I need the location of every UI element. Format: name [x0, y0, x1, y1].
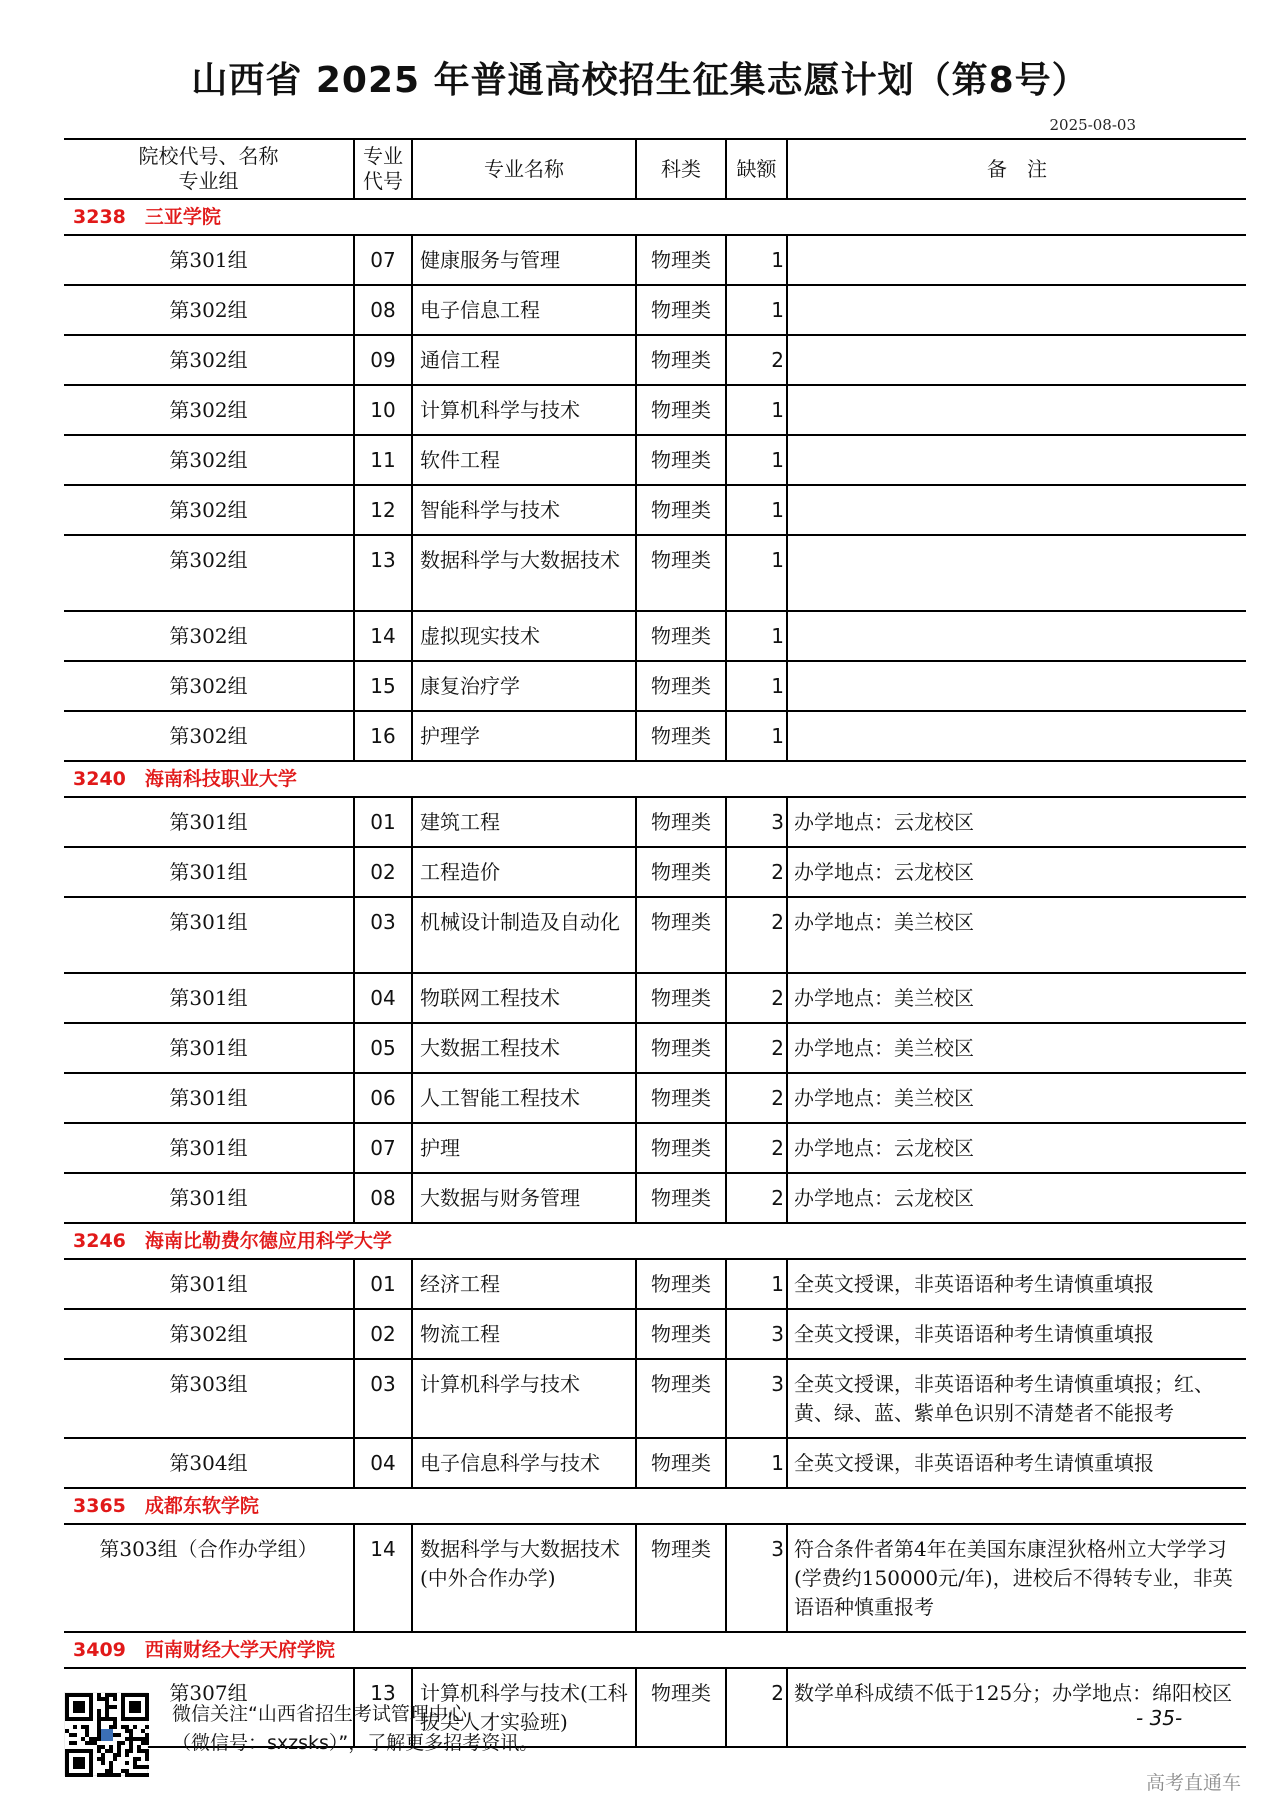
major-code-cell: 03: [354, 1359, 412, 1438]
table-row: [64, 1023, 1246, 1073]
major-code-cell: 07: [354, 235, 412, 285]
quota-cell: 3: [726, 1524, 787, 1632]
note-cell: 全英文授课，非英语语种考生请慎重填报；红、黄、绿、蓝、紫单色识别不清楚者不能报考: [787, 1359, 1246, 1438]
table-row: [64, 1073, 1246, 1123]
quota-cell: 2: [726, 1123, 787, 1173]
group-cell: 第302组: [64, 335, 354, 385]
major-name-cell: 智能科学与技术: [412, 485, 636, 535]
major-code-cell: 08: [354, 1173, 412, 1223]
group-cell: 第307组: [64, 1668, 354, 1747]
quota-cell: 1: [726, 611, 787, 661]
major-code-cell: 09: [354, 335, 412, 385]
quota-cell: 2: [726, 897, 787, 973]
category-cell: 物理类: [636, 1668, 726, 1747]
quota-cell: 1: [726, 435, 787, 485]
major-code-cell: 01: [354, 797, 412, 847]
footer-line1: 微信关注“山西省招生考试管理中心: [172, 1703, 467, 1725]
quota-cell: 2: [726, 1173, 787, 1223]
group-cell: 第304组: [64, 1438, 354, 1488]
wechat-qr-code: [64, 1692, 148, 1776]
table-row: [64, 797, 1246, 847]
group-cell: 第302组: [64, 661, 354, 711]
major-code-cell: 02: [354, 847, 412, 897]
table-row: [64, 1309, 1246, 1359]
note-cell: [787, 535, 1246, 611]
table-row: [64, 1438, 1246, 1488]
major-name-cell: 康复治疗学: [412, 661, 636, 711]
note-cell: [787, 235, 1246, 285]
quota-cell: 1: [726, 485, 787, 535]
quota-cell: 3: [726, 1359, 787, 1438]
major-name-cell: 经济工程: [412, 1259, 636, 1309]
header-code: [354, 139, 412, 199]
footer-text: [172, 1700, 538, 1758]
major-name-cell: 护理: [412, 1123, 636, 1173]
header-category: 科类: [636, 139, 726, 199]
note-cell: 办学地点：美兰校区: [787, 1023, 1246, 1073]
group-cell: 第301组: [64, 797, 354, 847]
category-cell: 物理类: [636, 1309, 726, 1359]
table-header: [64, 139, 1246, 199]
category-cell: 物理类: [636, 1359, 726, 1438]
major-code-cell: 13: [354, 535, 412, 611]
table-row: [64, 335, 1246, 385]
major-name-cell: 数据科学与大数据技术: [412, 535, 636, 611]
major-code-cell: 03: [354, 897, 412, 973]
quota-cell: 2: [726, 335, 787, 385]
publish-date: 2025-08-03: [1049, 116, 1136, 134]
major-name-cell: 大数据与财务管理: [412, 1173, 636, 1223]
major-code-cell: 02: [354, 1309, 412, 1359]
major-code-cell: 04: [354, 973, 412, 1023]
watermark: 高考直通车: [1146, 1772, 1242, 1794]
table-row: [64, 897, 1246, 973]
table-row: [64, 485, 1246, 535]
quota-cell: 3: [726, 797, 787, 847]
group-cell: 第301组: [64, 1259, 354, 1309]
major-name-cell: 计算机科学与技术: [412, 1359, 636, 1438]
major-name-cell: 数据科学与大数据技术(中外合作办学): [412, 1524, 636, 1632]
major-code-cell: 10: [354, 385, 412, 435]
note-cell: 全英文授课，非英语语种考生请慎重填报: [787, 1309, 1246, 1359]
major-code-cell: 05: [354, 1023, 412, 1073]
header-group-line2: 专业组: [178, 169, 239, 193]
major-code-cell: 01: [354, 1259, 412, 1309]
school-row: [64, 761, 1246, 797]
major-code-cell: 04: [354, 1438, 412, 1488]
category-cell: 物理类: [636, 535, 726, 611]
category-cell: 物理类: [636, 1123, 726, 1173]
note-cell: [787, 711, 1246, 761]
quota-cell: 2: [726, 1073, 787, 1123]
category-cell: 物理类: [636, 485, 726, 535]
quota-cell: 1: [726, 235, 787, 285]
table-row: [64, 1173, 1246, 1223]
major-name-cell: 物流工程: [412, 1309, 636, 1359]
header-code-line2: 代号: [363, 169, 403, 193]
quota-cell: 1: [726, 535, 787, 611]
major-name-cell: 健康服务与管理: [412, 235, 636, 285]
category-cell: 物理类: [636, 435, 726, 485]
major-name-cell: 大数据工程技术: [412, 1023, 636, 1073]
school-row: [64, 1223, 1246, 1259]
quota-cell: 1: [726, 1259, 787, 1309]
table-row: [64, 661, 1246, 711]
group-cell: 第301组: [64, 1123, 354, 1173]
table-row: [64, 435, 1246, 485]
table-row: [64, 385, 1246, 435]
page-number: - 35-: [1136, 1706, 1183, 1730]
group-cell: 第302组: [64, 285, 354, 335]
school-name: 3240 海南科技职业大学: [64, 761, 1246, 797]
group-cell: 第303组: [64, 1359, 354, 1438]
major-code-cell: 14: [354, 1524, 412, 1632]
school-name: 3238 三亚学院: [64, 199, 1246, 235]
header-group-line1: 院校代号、名称: [138, 144, 279, 168]
major-name-cell: 电子信息工程: [412, 285, 636, 335]
note-cell: [787, 611, 1246, 661]
category-cell: 物理类: [636, 711, 726, 761]
school-row: [64, 1488, 1246, 1524]
category-cell: 物理类: [636, 847, 726, 897]
major-code-cell: 13: [354, 1668, 412, 1747]
school-row: [64, 1632, 1246, 1668]
major-code-cell: 15: [354, 661, 412, 711]
note-cell: 数学单科成绩不低于125分；办学地点：绵阳校区: [787, 1668, 1246, 1747]
note-cell: 办学地点：美兰校区: [787, 897, 1246, 973]
school-row: [64, 199, 1246, 235]
major-name-cell: 物联网工程技术: [412, 973, 636, 1023]
header-major: 专业名称: [412, 139, 636, 199]
category-cell: 物理类: [636, 1023, 726, 1073]
note-cell: 办学地点：云龙校区: [787, 1173, 1246, 1223]
group-cell: 第301组: [64, 1073, 354, 1123]
note-cell: 办学地点：美兰校区: [787, 973, 1246, 1023]
group-cell: 第302组: [64, 385, 354, 435]
category-cell: 物理类: [636, 611, 726, 661]
note-cell: [787, 335, 1246, 385]
category-cell: 物理类: [636, 1173, 726, 1223]
category-cell: 物理类: [636, 973, 726, 1023]
table-row: [64, 973, 1246, 1023]
major-name-cell: 虚拟现实技术: [412, 611, 636, 661]
major-name-cell: 通信工程: [412, 335, 636, 385]
major-code-cell: 06: [354, 1073, 412, 1123]
note-cell: 办学地点：云龙校区: [787, 847, 1246, 897]
major-name-cell: 电子信息科学与技术: [412, 1438, 636, 1488]
major-code-cell: 16: [354, 711, 412, 761]
major-code-cell: 07: [354, 1123, 412, 1173]
page-title: 山西省 2025 年普通高校招生征集志愿计划（第8号）: [191, 60, 1089, 101]
quota-cell: 3: [726, 1309, 787, 1359]
note-cell: 办学地点：云龙校区: [787, 797, 1246, 847]
quota-cell: 1: [726, 711, 787, 761]
note-cell: 全英文授课，非英语语种考生请慎重填报: [787, 1438, 1246, 1488]
category-cell: 物理类: [636, 1438, 726, 1488]
category-cell: 物理类: [636, 797, 726, 847]
category-cell: 物理类: [636, 385, 726, 435]
footer-line2: （微信号：sxzsks）”，了解更多招考资讯。: [172, 1732, 539, 1754]
category-cell: 物理类: [636, 1073, 726, 1123]
major-name-cell: 人工智能工程技术: [412, 1073, 636, 1123]
major-name-cell: 计算机科学与技术: [412, 385, 636, 435]
group-cell: 第301组: [64, 897, 354, 973]
table-row: [64, 535, 1246, 611]
group-cell: 第302组: [64, 611, 354, 661]
note-cell: 符合条件者第4年在美国东康涅狄格州立大学学习(学费约150000元/年)，进校后不得转专业，非英语语种慎重报考: [787, 1524, 1246, 1632]
note-cell: [787, 661, 1246, 711]
category-cell: 物理类: [636, 235, 726, 285]
header-note: 备 注: [787, 139, 1246, 199]
group-cell: 第302组: [64, 535, 354, 611]
category-cell: 物理类: [636, 1524, 726, 1632]
quota-cell: 2: [726, 973, 787, 1023]
major-name-cell: 计算机科学与技术(工科拔尖人才实验班): [412, 1668, 636, 1747]
note-cell: 办学地点：云龙校区: [787, 1123, 1246, 1173]
category-cell: 物理类: [636, 1259, 726, 1309]
category-cell: 物理类: [636, 335, 726, 385]
table-row: [64, 711, 1246, 761]
table-row: [64, 1259, 1246, 1309]
major-code-cell: 08: [354, 285, 412, 335]
group-cell: 第302组: [64, 1309, 354, 1359]
group-cell: 第301组: [64, 235, 354, 285]
major-code-cell: 12: [354, 485, 412, 535]
header-group: [64, 139, 354, 199]
school-name: 3409 西南财经大学天府学院: [64, 1632, 1246, 1668]
quota-cell: 2: [726, 1023, 787, 1073]
quota-cell: 1: [726, 1438, 787, 1488]
quota-cell: 2: [726, 847, 787, 897]
table-row: [64, 1359, 1246, 1438]
group-cell: 第302组: [64, 711, 354, 761]
table-row: [64, 235, 1246, 285]
group-cell: 第301组: [64, 973, 354, 1023]
note-cell: [787, 385, 1246, 435]
major-name-cell: 机械设计制造及自动化: [412, 897, 636, 973]
major-name-cell: 建筑工程: [412, 797, 636, 847]
table-row: [64, 847, 1246, 897]
group-cell: 第303组（合作办学组）: [64, 1524, 354, 1632]
school-name: 3246 海南比勒费尔德应用科学大学: [64, 1223, 1246, 1259]
category-cell: 物理类: [636, 285, 726, 335]
header-quota: 缺额: [726, 139, 787, 199]
major-name-cell: 软件工程: [412, 435, 636, 485]
table-row: [64, 1524, 1246, 1632]
note-cell: 全英文授课，非英语语种考生请慎重填报: [787, 1259, 1246, 1309]
group-cell: 第302组: [64, 485, 354, 535]
note-cell: [787, 485, 1246, 535]
school-name: 3365 成都东软学院: [64, 1488, 1246, 1524]
note-cell: 办学地点：美兰校区: [787, 1073, 1246, 1123]
major-name-cell: 工程造价: [412, 847, 636, 897]
note-cell: [787, 435, 1246, 485]
category-cell: 物理类: [636, 661, 726, 711]
group-cell: 第301组: [64, 847, 354, 897]
header-code-line1: 专业: [363, 144, 403, 168]
major-code-cell: 11: [354, 435, 412, 485]
group-cell: 第302组: [64, 435, 354, 485]
table-row: [64, 1123, 1246, 1173]
enrollment-plan-table: [64, 138, 1246, 1748]
major-code-cell: 14: [354, 611, 412, 661]
table-row: [64, 611, 1246, 661]
group-cell: 第301组: [64, 1173, 354, 1223]
quota-cell: 2: [726, 1668, 787, 1747]
group-cell: 第301组: [64, 1023, 354, 1073]
table-row: [64, 285, 1246, 335]
major-name-cell: 护理学: [412, 711, 636, 761]
quota-cell: 1: [726, 661, 787, 711]
category-cell: 物理类: [636, 897, 726, 973]
note-cell: [787, 285, 1246, 335]
quota-cell: 1: [726, 385, 787, 435]
quota-cell: 1: [726, 285, 787, 335]
